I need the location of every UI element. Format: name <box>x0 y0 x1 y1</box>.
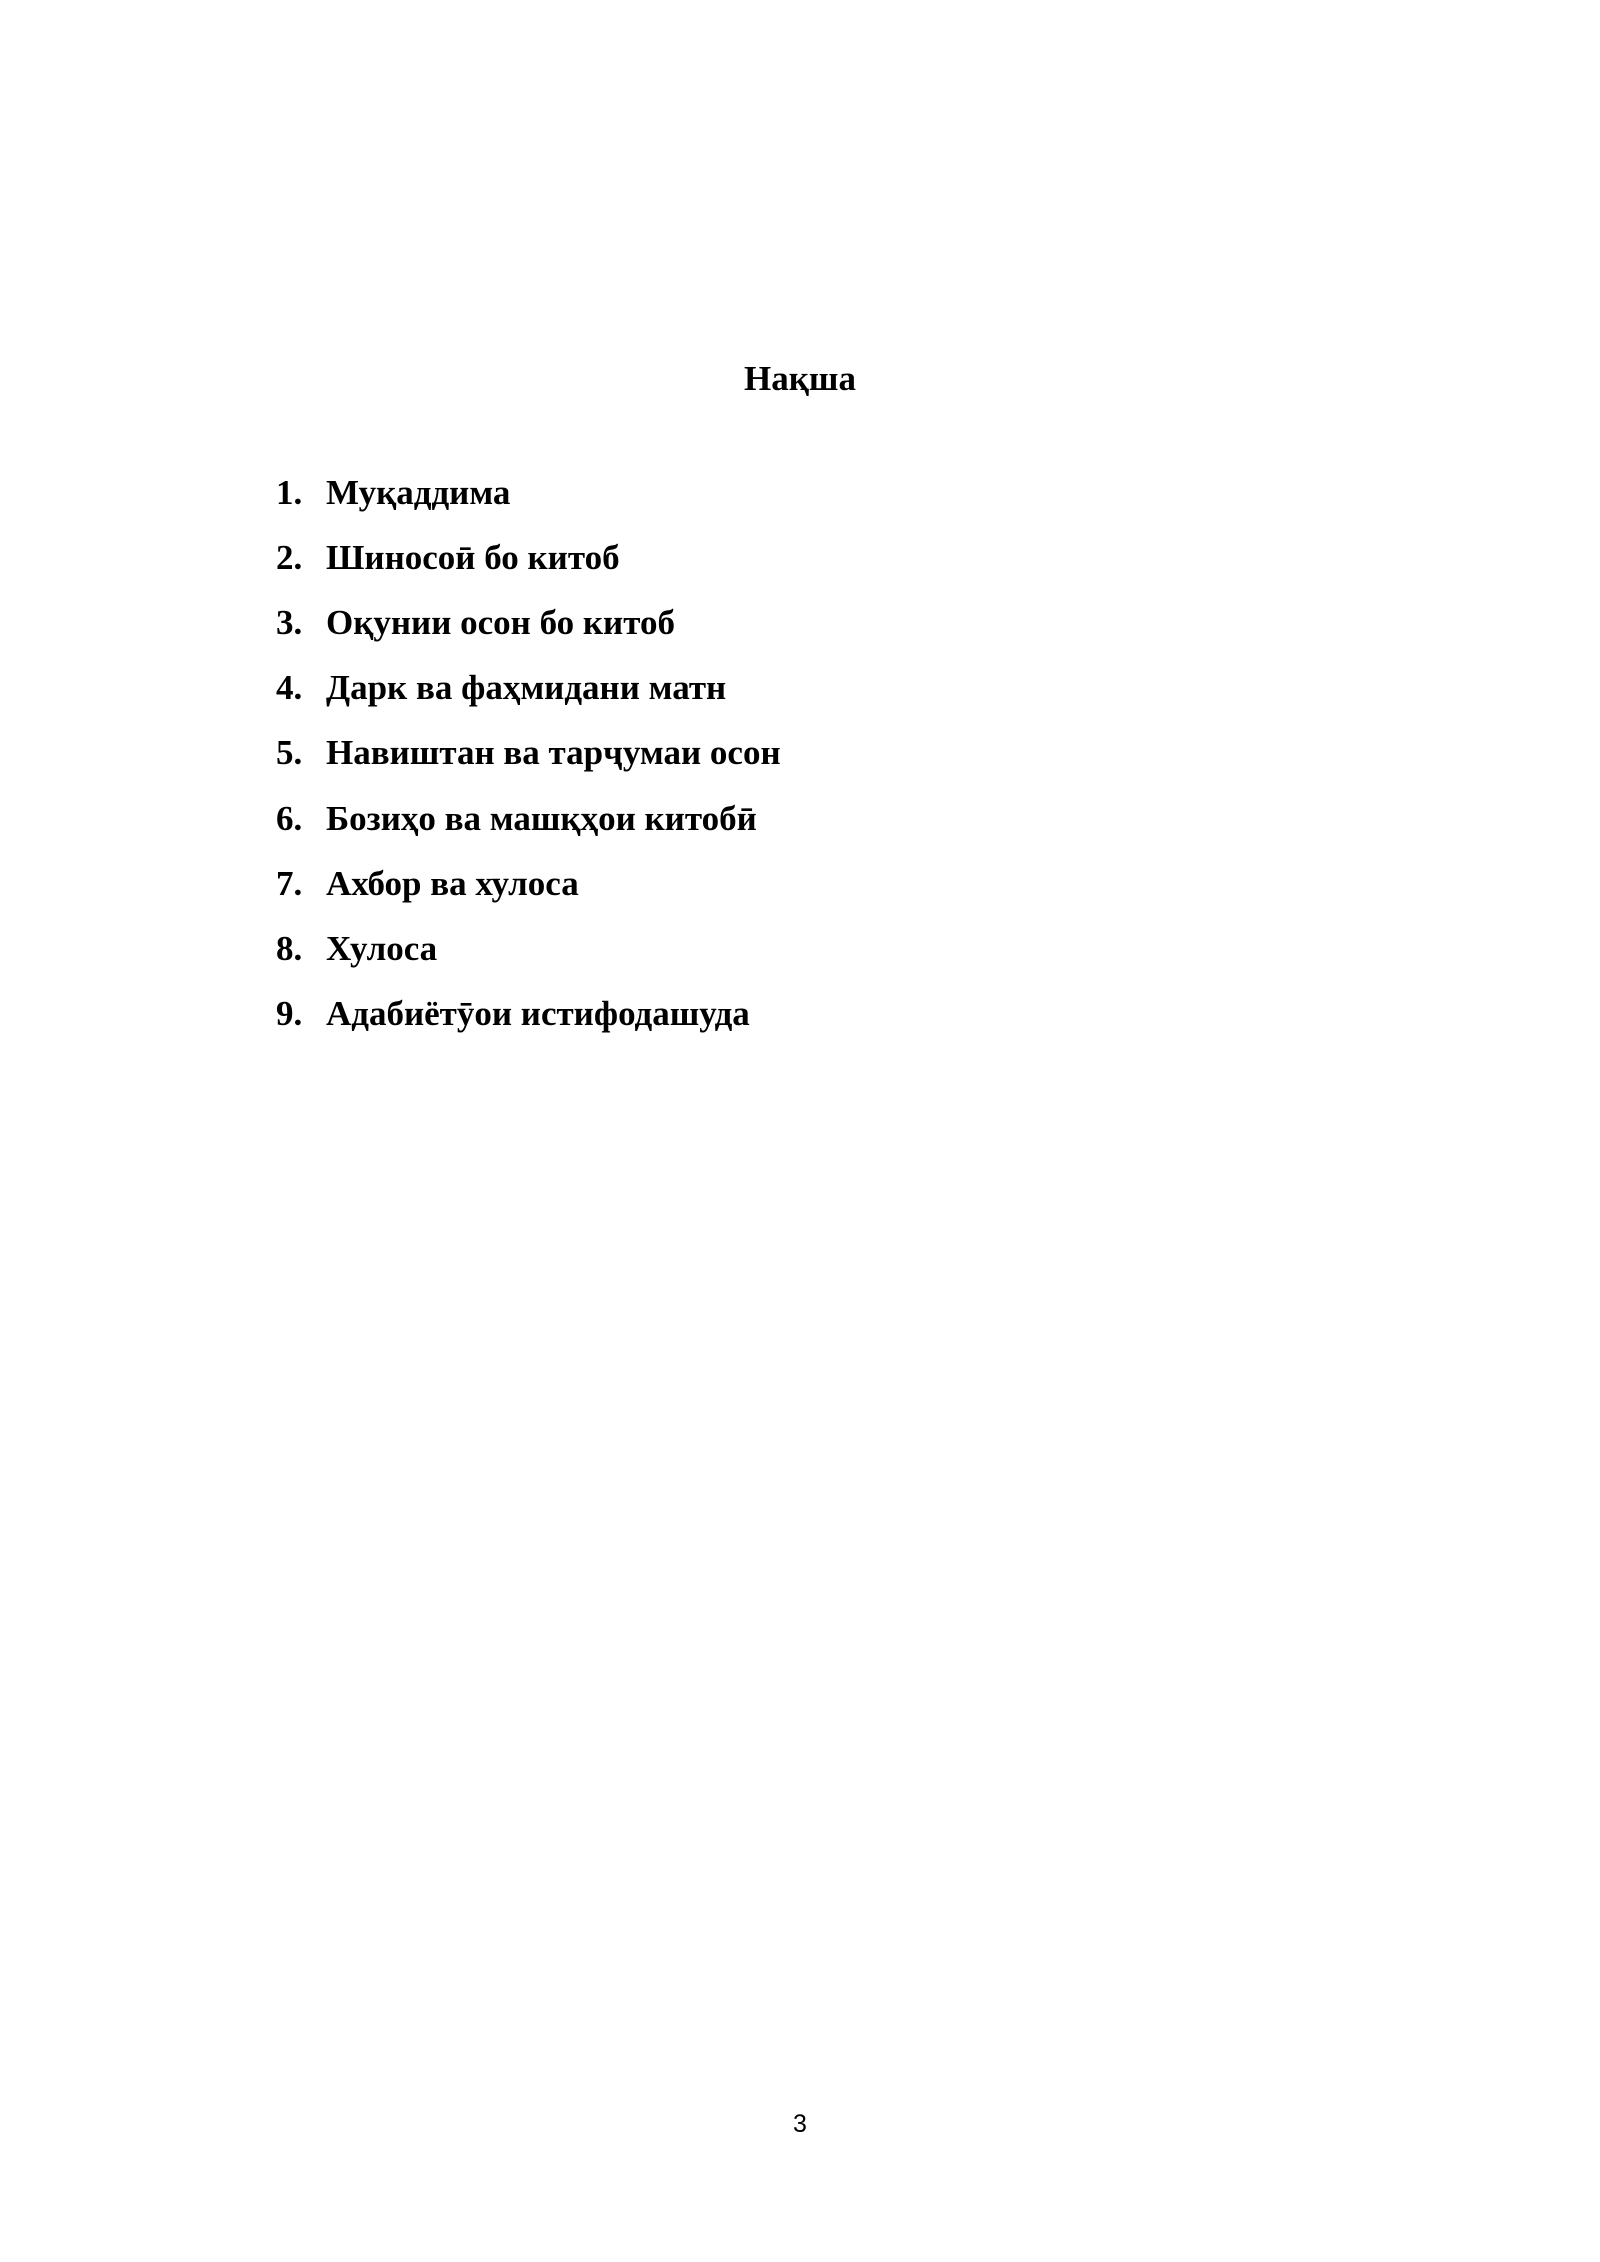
toc-item-number: 2. <box>276 537 303 577</box>
toc-item-number: 3. <box>276 602 303 642</box>
toc-item-6 <box>276 786 781 851</box>
page-title: Нақша <box>744 359 856 398</box>
toc-item-1 <box>276 460 781 525</box>
toc-item-4 <box>276 656 781 721</box>
toc-item-5 <box>276 721 781 786</box>
toc-item-number: 4. <box>276 668 303 708</box>
toc-item-number: 5. <box>276 733 303 773</box>
toc-item-label: Хулоса <box>326 928 438 968</box>
toc-item-9 <box>276 982 781 1047</box>
toc-item-3 <box>276 590 781 655</box>
table-of-contents <box>276 460 781 1047</box>
toc-item-8 <box>276 916 781 981</box>
toc-item-7 <box>276 851 781 916</box>
toc-item-number: 8. <box>276 928 303 968</box>
toc-item-label: Оқунии осон бо китоб <box>326 602 675 642</box>
toc-item-number: 1. <box>276 472 303 512</box>
toc-item-label: Ахбор ва хулоса <box>326 863 579 903</box>
toc-item-label: Дарк ва фаҳмидани матн <box>326 668 727 708</box>
page-number: 3 <box>793 2110 807 2138</box>
toc-item-label: Адабиётӯои истифодашуда <box>326 994 750 1034</box>
toc-item-number: 6. <box>276 798 303 838</box>
toc-item-label: Бозиҳо ва машқҳои китобӣ <box>326 798 757 838</box>
toc-item-label: Шиносоӣ бо китоб <box>326 537 620 577</box>
toc-item-number: 9. <box>276 994 303 1034</box>
toc-item-number: 7. <box>276 863 303 903</box>
toc-item-label: Муқаддима <box>326 472 511 512</box>
toc-item-2 <box>276 525 781 590</box>
toc-item-label: Навиштан ва тарҷумаи осон <box>326 733 781 773</box>
